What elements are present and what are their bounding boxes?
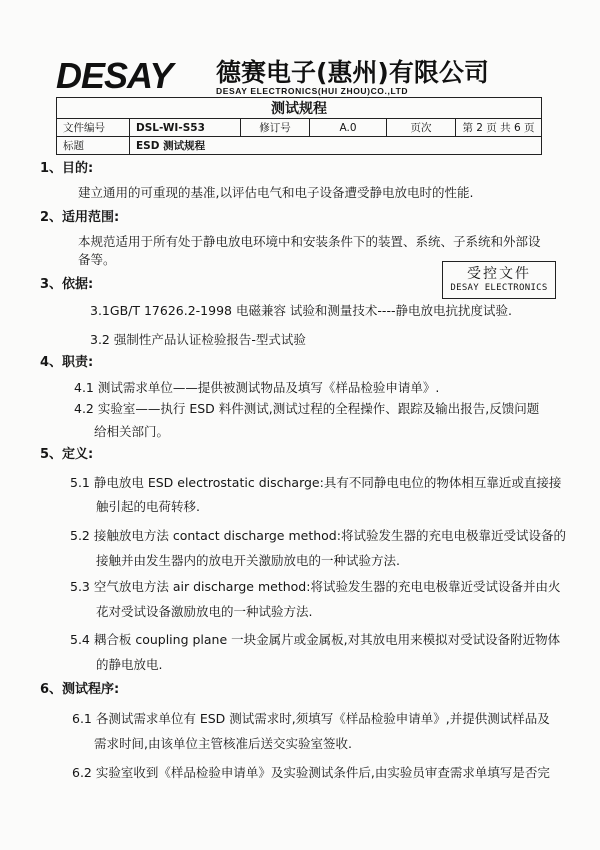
section-2-text-line-1: 本规范适用于所有处于静电放电环境中和安装条件下的装置、系统、子系统和外部设 xyxy=(78,234,541,249)
company-logo: DESAY xyxy=(56,55,173,96)
document-header-table xyxy=(56,97,542,155)
section-4-item-2-line-1: 4.2 实验室——执行 ESD 料件测试,测试过程的全程操作、跟踪及输出报告,反馈问题 xyxy=(74,401,540,416)
revision-value: A.0 xyxy=(310,119,387,137)
revision-label: 修订号 xyxy=(241,119,310,137)
section-5-title: 5、定义: xyxy=(40,447,94,462)
section-2-title: 2、适用范围: xyxy=(40,210,120,225)
doc-type-title: 测试规程 xyxy=(57,98,542,119)
doc-no-label: 文件编号 xyxy=(57,119,130,137)
section-3-item-1: 3.1GB/T 17626.2-1998 电磁兼容 试验和测量技术----静电放电抗扰度试验. xyxy=(90,303,512,318)
stamp-line-2: DESAY ELECTRONICS xyxy=(450,283,548,293)
section-4-item-2-line-2: 给相关部门。 xyxy=(94,424,170,439)
page-label: 页次 xyxy=(387,119,456,137)
stamp-line-1: 受控文件 xyxy=(467,266,531,282)
section-5-item-1-line-1: 5.1 静电放电 ESD electrostatic discharge:具有不同静电电位的物体相互靠近或直接接 xyxy=(70,475,562,490)
section-5-item-2-line-1: 5.2 接触放电方法 contact discharge method:将试验发生器的充电电极靠近受试设备的 xyxy=(70,528,566,543)
section-4-item-1: 4.1 测试需求单位——提供被测试物品及填写《样品检验申请单》. xyxy=(74,380,440,395)
section-5-item-4-line-1: 5.4 耦合板 coupling plane 一块金属片或金属板,对其放电用来模拟对受试设备附近物体 xyxy=(70,632,561,647)
controlled-document-stamp xyxy=(442,261,556,299)
section-6-item-2-line-1: 6.2 实验室收到《样品检验申请单》及实验测试条件后,由实验员审查需求单填写是否完 xyxy=(72,765,550,780)
section-5-item-2-line-2: 接触并由发生器内的放电开关激励放电的一种试验方法. xyxy=(96,553,400,568)
doc-no-value: DSL-WI-S53 xyxy=(130,119,241,137)
section-6-item-1-line-2: 需求时间,由该单位主管核准后送交实验室签收. xyxy=(94,736,352,751)
section-4-title: 4、职责: xyxy=(40,355,94,370)
company-name-en: DESAY ELECTRONICS(HUI ZHOU)CO.,LTD xyxy=(216,86,409,96)
section-5-item-3-line-1: 5.3 空气放电方法 air discharge method:将试验发生器的充电电极靠近受试设备并由火 xyxy=(70,579,561,594)
section-3-title: 3、依据: xyxy=(40,277,94,292)
section-5-item-3-line-2: 花对受试设备激励放电的一种试验方法. xyxy=(96,604,313,619)
section-1-title: 1、目的: xyxy=(40,161,94,176)
section-2-text-line-2: 备等。 xyxy=(78,252,116,267)
section-6-item-1-line-1: 6.1 各测试需求单位有 ESD 测试需求时,须填写《样品检验申请单》,并提供测试样品及 xyxy=(72,711,550,726)
section-6-title: 6、测试程序: xyxy=(40,682,120,697)
section-1-text: 建立通用的可重现的基准,以评估电气和电子设备遭受静电放电时的性能. xyxy=(78,185,474,200)
section-3-item-2: 3.2 强制性产品认证检验报告-型式试验 xyxy=(90,332,306,347)
section-5-item-1-line-2: 触引起的电荷转移. xyxy=(96,499,200,514)
page-value: 第 2 页 共 6 页 xyxy=(456,119,542,137)
company-name-cn: 德赛电子(惠州)有限公司 xyxy=(216,58,489,87)
section-5-item-4-line-2: 的静电放电. xyxy=(96,657,163,672)
subject-value: ESD 测试规程 xyxy=(130,137,542,155)
subject-label: 标题 xyxy=(57,137,130,155)
